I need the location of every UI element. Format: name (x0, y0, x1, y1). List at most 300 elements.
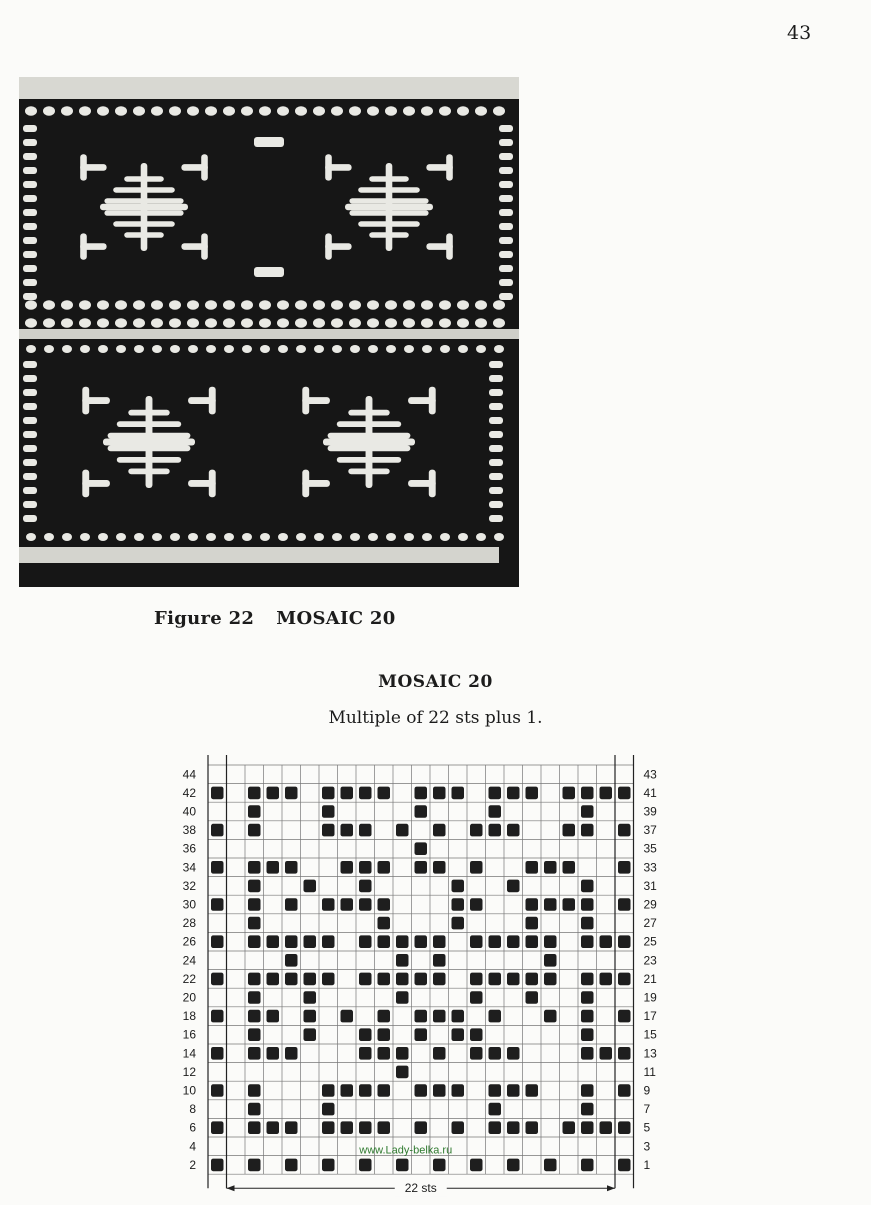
stitch-dot (223, 318, 235, 328)
stitch-block (325, 154, 332, 180)
stitch-dot (440, 345, 450, 353)
chart-stitch-dark (470, 824, 483, 837)
row-number-left: 32 (182, 878, 196, 893)
chart-stitch-dark (285, 973, 298, 986)
row-number-right: 19 (643, 990, 657, 1005)
chart-stitch-dark (248, 991, 261, 1004)
chart-stitch-dark (489, 805, 502, 818)
stitch-block (23, 403, 37, 410)
stitch-block (429, 470, 436, 498)
chart-stitch-dark (248, 880, 261, 893)
stitch-block (325, 233, 332, 259)
stitch-block (80, 233, 87, 259)
stitch-block (128, 468, 169, 474)
chart-stitch-dark (359, 1047, 372, 1060)
stitch-block (446, 154, 453, 180)
chart-stitch-dark (211, 1047, 224, 1060)
chart-stitch-dark (452, 880, 465, 893)
stitch-dot (386, 533, 396, 541)
knitting-chart (160, 750, 680, 1205)
chart-stitch-dark (470, 1047, 483, 1060)
chart-stitch-dark (322, 824, 335, 837)
chart-stitch-dark (211, 787, 224, 800)
stitch-block (254, 267, 284, 277)
stitch-dot (242, 533, 252, 541)
stitch-dot (26, 533, 36, 541)
row-number-left: 2 (189, 1157, 196, 1172)
row-number-right: 15 (643, 1027, 657, 1042)
stitch-dot (350, 533, 360, 541)
stitch-dot (440, 533, 450, 541)
stitch-block (489, 487, 503, 494)
stitch-block (23, 181, 37, 188)
chart-stitch-dark (211, 1084, 224, 1097)
row-number-right: 35 (643, 841, 657, 856)
stitch-block (499, 195, 513, 202)
stitch-block (113, 187, 175, 193)
stitch-dot (421, 318, 433, 328)
stitch-dot (386, 345, 396, 353)
stitch-block (23, 361, 37, 368)
stitch-dot (332, 345, 342, 353)
row-number-left: 24 (182, 953, 196, 968)
stitch-block (499, 265, 513, 272)
stitch-dot (475, 300, 487, 310)
stitch-block (23, 487, 37, 494)
chart-stitch-dark (415, 1028, 428, 1041)
chart-stitch-dark (211, 1010, 224, 1023)
stitch-block (201, 154, 208, 180)
swatch-image (19, 77, 519, 587)
chart-stitch-dark (489, 1047, 502, 1060)
chart-stitch-dark (489, 1084, 502, 1097)
watermark-text: www.Lady-belka.ru (359, 1144, 453, 1157)
chart-stitch-dark (600, 787, 613, 800)
stitch-dot (116, 533, 126, 541)
stitch-block (489, 389, 503, 396)
stitch-block (82, 387, 89, 415)
chart-stitch-dark (581, 824, 594, 837)
stitch-block (489, 501, 503, 508)
stitch-dot (61, 300, 73, 310)
chart-stitch-dark (433, 1010, 446, 1023)
stitch-block (499, 125, 513, 132)
chart-stitch-dark (285, 1121, 298, 1134)
stitch-block (489, 417, 503, 424)
stitch-block (499, 209, 513, 216)
stitch-dot (97, 300, 109, 310)
chart-stitch-dark (526, 991, 539, 1004)
chart-stitch-dark (248, 1084, 261, 1097)
swatch-bottom-edge (19, 547, 499, 563)
chart-stitch-dark (396, 991, 409, 1004)
chart-stitch-dark (489, 973, 502, 986)
stitch-dot (403, 318, 415, 328)
chart-stitch-dark (248, 1028, 261, 1041)
chart-stitch-dark (322, 1084, 335, 1097)
chart-stitch-dark (341, 1084, 354, 1097)
stitch-block (323, 439, 415, 446)
chart-stitch-dark (433, 824, 446, 837)
chart-stitch-dark (544, 1159, 557, 1172)
stitch-dot (331, 318, 343, 328)
stitch-dot (44, 345, 54, 353)
chart-stitch-dark (415, 1084, 428, 1097)
stitch-block (489, 431, 503, 438)
stitch-dot (421, 106, 433, 116)
chart-stitch-dark (378, 1028, 391, 1041)
stitch-dot (205, 318, 217, 328)
stitch-block (369, 232, 409, 238)
stitch-block (23, 473, 37, 480)
row-number-right: 13 (643, 1046, 657, 1061)
chart-stitch-dark (563, 898, 576, 911)
stitch-block (23, 251, 37, 258)
stitch-dot (79, 300, 91, 310)
row-number-right: 39 (643, 804, 657, 819)
stitch-block (103, 439, 195, 446)
figure-caption (154, 608, 396, 629)
stitch-dot (170, 533, 180, 541)
stitch-dot (332, 533, 342, 541)
chart-stitch-dark (248, 824, 261, 837)
stitch-dot (367, 300, 379, 310)
row-number-right: 41 (643, 785, 657, 800)
stitch-dot (224, 345, 234, 353)
row-number-right: 11 (643, 1064, 656, 1079)
chart-stitch-dark (433, 1047, 446, 1060)
stitch-dot (223, 106, 235, 116)
chart-stitch-dark (359, 787, 372, 800)
page-number: 43 (787, 22, 812, 44)
chart-stitch-dark (526, 898, 539, 911)
stitch-dot (169, 300, 181, 310)
chart-stitch-dark (396, 1159, 409, 1172)
chart-stitch-dark (211, 861, 224, 874)
chart-stitch-dark (600, 935, 613, 948)
chart-stitch-dark (248, 1121, 261, 1134)
stitch-block (23, 237, 37, 244)
chart-stitch-dark (581, 1121, 594, 1134)
chart-stitch-dark (581, 1028, 594, 1041)
row-number-right: 31 (643, 878, 657, 893)
chart-stitch-dark (322, 805, 335, 818)
chart-stitch-dark (581, 805, 594, 818)
chart-stitch-dark (248, 805, 261, 818)
stitch-dot (494, 345, 504, 353)
chart-stitch-dark (285, 898, 298, 911)
stitch-dot (187, 300, 199, 310)
chart-stitch-dark (470, 898, 483, 911)
chart-stitch-dark (285, 861, 298, 874)
stitch-block (23, 445, 37, 452)
chart-stitch-dark (618, 898, 631, 911)
chart-stitch-dark (341, 787, 354, 800)
chart-stitch-dark (248, 1103, 261, 1116)
stitch-dot (368, 345, 378, 353)
chart-stitch-dark (544, 898, 557, 911)
row-number-left: 30 (182, 897, 196, 912)
chart-stitch-dark (359, 824, 372, 837)
chart-stitch-dark (581, 1010, 594, 1023)
chart-stitch-dark (211, 935, 224, 948)
row-number-left: 26 (182, 934, 196, 949)
stitch-dot (385, 300, 397, 310)
stitch-dot (98, 533, 108, 541)
stitch-block (302, 387, 309, 415)
chart-stitch-dark (396, 935, 409, 948)
stitch-block (23, 153, 37, 160)
chart-stitch-dark (378, 973, 391, 986)
chart-stitch-dark (618, 1084, 631, 1097)
row-number-right: 27 (643, 916, 657, 931)
chart-stitch-dark (526, 917, 539, 930)
chart-stitch-dark (452, 1121, 465, 1134)
stitch-dot (62, 345, 72, 353)
stitch-dot (116, 345, 126, 353)
stitch-block (358, 187, 420, 193)
stitch-block (113, 221, 175, 227)
stitch-block (446, 233, 453, 259)
row-number-left: 10 (182, 1083, 196, 1098)
chart-stitch-dark (248, 1010, 261, 1023)
chart-stitch-dark (378, 1121, 391, 1134)
row-number-right: 3 (643, 1139, 651, 1154)
stitch-dot (476, 533, 486, 541)
row-number-right: 21 (643, 971, 657, 986)
chart-title: MOSAIC 20 (378, 672, 493, 692)
chart-stitch-dark (507, 1121, 520, 1134)
chart-stitch-dark (581, 1084, 594, 1097)
chart-stitch-dark (433, 954, 446, 967)
chart-stitch-dark (267, 973, 280, 986)
chart-stitch-dark (489, 787, 502, 800)
chart-stitch-dark (304, 973, 317, 986)
chart-stitch-dark (378, 787, 391, 800)
chart-stitch-dark (267, 787, 280, 800)
chart-stitch-dark (304, 1028, 317, 1041)
stitch-block (349, 198, 428, 204)
stitch-dot (134, 533, 144, 541)
stitch-block (254, 137, 284, 147)
chart-stitch-dark (489, 824, 502, 837)
row-number-right: 1 (643, 1157, 651, 1172)
chart-stitch-dark (248, 861, 261, 874)
chart-stitch-dark (470, 861, 483, 874)
row-number-left: 8 (189, 1102, 196, 1117)
row-number-left: 22 (182, 971, 196, 986)
stitch-block (100, 204, 188, 211)
chart-stitch-dark (359, 898, 372, 911)
chart-stitch-dark (507, 1047, 520, 1060)
stitch-dot (169, 106, 181, 116)
figure-label: Figure 22 (154, 608, 255, 629)
stitch-dot (187, 318, 199, 328)
chart-stitch-dark (211, 973, 224, 986)
stitch-block (23, 279, 37, 286)
chart-grid (160, 750, 680, 1205)
chart-stitch-dark (322, 1121, 335, 1134)
chart-stitch-dark (618, 824, 631, 837)
chart-stitch-dark (341, 1010, 354, 1023)
stitch-block (489, 361, 503, 368)
stitch-block (124, 232, 164, 238)
stitch-block (108, 433, 191, 439)
stitch-block (23, 417, 37, 424)
chart-stitch-dark (618, 1047, 631, 1060)
stitch-dot (80, 533, 90, 541)
stitch-dot (296, 345, 306, 353)
row-number-left: 34 (182, 860, 196, 875)
chart-stitch-dark (470, 991, 483, 1004)
chart-stitch-dark (359, 1121, 372, 1134)
chart-stitch-dark (618, 787, 631, 800)
chart-stitch-dark (618, 1010, 631, 1023)
chart-stitch-dark (341, 1121, 354, 1134)
stitch-dot (404, 533, 414, 541)
stitch-dot (224, 533, 234, 541)
chart-stitch-dark (507, 824, 520, 837)
stitch-block (23, 167, 37, 174)
stitch-dot (188, 345, 198, 353)
chart-stitch-dark (304, 1010, 317, 1023)
stitch-dot (43, 106, 55, 116)
stitch-dot (152, 345, 162, 353)
row-number-left: 4 (189, 1139, 196, 1154)
stitch-dot (296, 533, 306, 541)
stitch-dot (494, 533, 504, 541)
row-number-right: 5 (643, 1120, 651, 1135)
stitch-block (429, 387, 436, 415)
row-number-right: 17 (643, 1009, 657, 1024)
stitch-block (489, 445, 503, 452)
stitch-block (499, 153, 513, 160)
chart-stitch-dark (433, 935, 446, 948)
chart-stitch-dark (507, 1084, 520, 1097)
chart-stitch-dark (581, 991, 594, 1004)
chart-stitch-dark (359, 861, 372, 874)
stitch-dot (25, 106, 37, 116)
stitch-dot (403, 300, 415, 310)
chart-stitch-dark (581, 935, 594, 948)
stitch-dot (44, 533, 54, 541)
chart-stitch-dark (378, 1010, 391, 1023)
stitch-dot (169, 318, 181, 328)
stitch-dot (493, 106, 505, 116)
stitch-block (23, 139, 37, 146)
stitch-dot (313, 106, 325, 116)
chart-stitch-dark (433, 973, 446, 986)
stitch-dot (475, 106, 487, 116)
swatch-band (19, 329, 519, 339)
chart-stitch-dark (341, 824, 354, 837)
chart-stitch-dark (581, 898, 594, 911)
stitch-block (104, 210, 183, 216)
stitch-dot (115, 300, 127, 310)
chart-stitch-dark (544, 954, 557, 967)
stitch-dot (187, 106, 199, 116)
stitch-dot (349, 300, 361, 310)
chart-stitch-dark (618, 1121, 631, 1134)
stitch-block (328, 445, 411, 451)
stitch-block (499, 139, 513, 146)
stitch-dot (61, 106, 73, 116)
stitch-block (328, 433, 411, 439)
stitch-dot (349, 318, 361, 328)
row-number-left: 14 (182, 1046, 196, 1061)
swatch-top-edge (19, 77, 519, 99)
stitch-block (489, 375, 503, 382)
stitch-dot (439, 106, 451, 116)
chart-stitch-dark (452, 1010, 465, 1023)
stitch-dot (367, 318, 379, 328)
row-number-left: 18 (182, 1009, 196, 1024)
stitch-dot (457, 106, 469, 116)
chart-stitch-dark (322, 1159, 335, 1172)
stitch-dot (476, 345, 486, 353)
stitch-dot (151, 106, 163, 116)
chart-stitch-dark (600, 1121, 613, 1134)
chart-stitch-dark (396, 824, 409, 837)
chart-stitch-dark (341, 861, 354, 874)
stitch-dot (295, 106, 307, 116)
stitch-dot (475, 318, 487, 328)
chart-stitch-dark (267, 1047, 280, 1060)
stitch-dot (259, 300, 271, 310)
stitch-dot (295, 300, 307, 310)
chart-stitch-dark (415, 935, 428, 948)
stitch-block (489, 473, 503, 480)
stitch-dot (422, 533, 432, 541)
stitch-dot (241, 106, 253, 116)
stitch-dot (367, 106, 379, 116)
chart-stitch-dark (248, 935, 261, 948)
stitch-block (23, 459, 37, 466)
stitch-block (337, 421, 401, 427)
chart-stitch-dark (544, 1010, 557, 1023)
stitch-dot (170, 345, 180, 353)
chart-stitch-dark (359, 1084, 372, 1097)
stitch-block (201, 233, 208, 259)
chart-stitch-dark (544, 973, 557, 986)
stitch-dot (404, 345, 414, 353)
row-number-left: 12 (182, 1064, 196, 1079)
row-number-right: 25 (643, 934, 657, 949)
stitch-block (209, 387, 216, 415)
stitch-dot (115, 106, 127, 116)
chart-stitch-dark (322, 973, 335, 986)
stitch-dot (26, 345, 36, 353)
stitch-dot (206, 533, 216, 541)
chart-stitch-dark (322, 935, 335, 948)
stitch-dot (277, 318, 289, 328)
stitch-dot (260, 533, 270, 541)
stitch-dot (79, 318, 91, 328)
chart-stitch-dark (396, 954, 409, 967)
row-number-right: 23 (643, 953, 657, 968)
chart-stitch-dark (378, 898, 391, 911)
row-number-right: 37 (643, 823, 657, 838)
chart-stitch-dark (563, 824, 576, 837)
chart-stitch-dark (211, 1121, 224, 1134)
chart-stitch-dark (396, 1066, 409, 1079)
chart-stitch-dark (359, 1028, 372, 1041)
chart-stitch-dark (470, 973, 483, 986)
chart-stitch-dark (322, 898, 335, 911)
stitch-block (82, 470, 89, 498)
stitch-dot (134, 345, 144, 353)
row-number-left: 6 (189, 1120, 196, 1135)
